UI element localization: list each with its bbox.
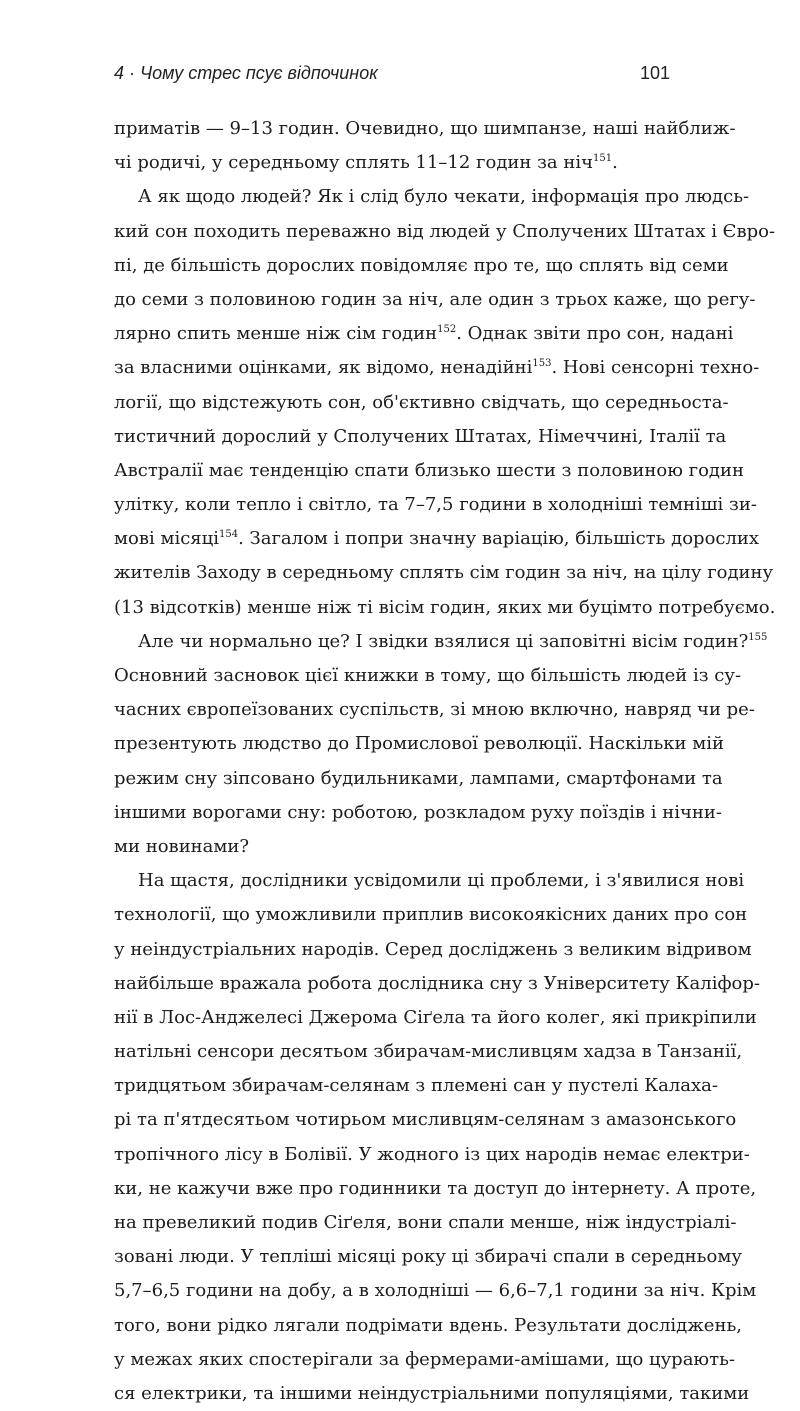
body-text	[114, 112, 776, 1411]
line-text: часних європеїзованих суспільств, зі мною включно, навряд чи ре-	[114, 699, 755, 721]
line-text: ми новинами?	[114, 835, 250, 857]
text-line	[114, 556, 774, 590]
text-line	[114, 1240, 742, 1274]
line-text: до семи з половиною годин за ніч, але один з трьох каже, що регу-	[114, 288, 756, 310]
footnote-ref: 154	[218, 529, 239, 541]
text-line	[114, 967, 760, 1001]
text-line	[114, 386, 729, 420]
line-text: А як щодо людей? Як і слід було чекати, інформація про людсь-	[138, 186, 750, 208]
line-text: технології, що уможливили приплив високоякісних даних про сон	[114, 904, 748, 926]
line-text: ки, не кажучи вже про годинники та доступ до інтернету. А проте,	[114, 1177, 757, 1199]
line-text: тистичний дорослий у Сполучених Штатах, Німеччині, Італії та	[114, 425, 727, 447]
text-line	[114, 1001, 757, 1035]
text-line	[114, 283, 756, 317]
text-line	[114, 1377, 750, 1411]
line-text: за власними оцінками, як відомо, ненадійні	[114, 357, 533, 379]
text-line	[114, 146, 686, 180]
line-text: натільні сенсори десятьом збирачам-мисливцям хадза в Танзанії,	[114, 1041, 743, 1063]
text-line	[114, 762, 723, 796]
line-text: у межах яких спостерігали за фермерами-амішами, що цурають-	[114, 1348, 735, 1370]
text-line	[114, 693, 755, 727]
text-line	[114, 522, 760, 556]
line-text: іншими ворогами сну: роботою, розкладом руху поїздів і нічни-	[114, 801, 722, 823]
running-head: 4 · Чому стрес псує відпочинок	[114, 63, 378, 83]
line-text: логії, що відстежують сон, об'єктивно свідчать, що середньоста-	[114, 391, 729, 413]
text-line	[114, 1138, 750, 1172]
line-text: чі родичі, у середньому сплять 11–12 годин за ніч	[114, 152, 594, 174]
line-text: 5,7–6,5 години на добу, а в холодніші — 6,6–7,1 години за ніч. Крім	[114, 1280, 757, 1302]
text-line	[114, 1035, 743, 1069]
text-line	[114, 1172, 757, 1206]
text-line	[114, 351, 760, 385]
text-line	[114, 112, 736, 146]
text-line	[114, 1309, 742, 1343]
text-line	[114, 625, 768, 659]
line-text: На щастя, дослідники усвідомили ці проблеми, і з'явилися нові	[138, 870, 745, 892]
text-line	[114, 591, 776, 625]
text-line	[114, 1274, 757, 1308]
text-line	[114, 420, 727, 454]
line-text: нії в Лос-Анджелесі Джерома Сіґела та його колег, які прикріпили	[114, 1006, 757, 1028]
line-text: рі та п'ятдесятьом чотирьом мисливцям-селянам з амазонського	[114, 1109, 737, 1131]
line-text: зовані люди. У тепліші місяці року ці збирачі спали в середньому	[114, 1246, 742, 1268]
line-text: (13 відсотків) менше ніж ті вісім годин, яких ми буцімто потребуємо.	[114, 596, 776, 618]
line-text: Австралії має тенденцію спати близько шести з половиною годин	[114, 459, 744, 481]
line-text: на превеликий подив Сіґеля, вони спали менше, ніж індустріалі-	[114, 1212, 737, 1233]
line-text: презентують людство до Промислової революції. Наскільки мій	[114, 733, 725, 755]
text-line	[114, 454, 744, 488]
line-text: тропічного лісу в Болівії. У жодного із цих народів немає електри-	[114, 1143, 750, 1165]
line-text: улітку, коли тепло і світло, та 7–7,5 години в холодніші темніші зи-	[114, 494, 757, 516]
line-text-after: . Нові сенсорні техно-	[551, 357, 760, 379]
text-line	[114, 898, 748, 932]
line-text: у неіндустріальних народів. Серед досліджень з великим відривом	[114, 938, 752, 960]
text-line	[114, 180, 750, 214]
text-line	[114, 933, 752, 967]
text-line	[114, 317, 734, 351]
line-text: ся електрики, та іншими неіндустріальними популяціями, такими	[114, 1382, 750, 1404]
line-text: найбільше вражала робота дослідника сну з Університету Каліфор-	[114, 972, 760, 994]
line-text: того, вони рідко лягали подрімати вдень. Результати досліджень,	[114, 1314, 742, 1336]
line-text: лярно спить менше ніж сім годин	[114, 323, 438, 345]
text-line	[114, 215, 776, 249]
text-line	[114, 1343, 735, 1377]
footnote-ref: 155	[748, 631, 768, 643]
footnote-ref: 151	[593, 153, 613, 165]
line-text-after: .	[612, 152, 618, 174]
text-line	[114, 488, 757, 522]
line-text: пі, де більшість дорослих повідомляє про те, що сплять від семи	[114, 254, 729, 276]
line-text: мові місяці	[114, 528, 219, 550]
line-text: режим сну зіпсовано будильниками, лампами, смартфонами та	[114, 767, 723, 789]
text-line	[114, 1103, 737, 1137]
footnote-ref: 153	[532, 358, 552, 370]
footnote-ref: 152	[437, 324, 457, 336]
text-line	[114, 659, 742, 693]
text-line	[114, 864, 745, 898]
text-line	[114, 1206, 737, 1240]
line-text: приматів — 9–13 годин. Очевидно, що шимпанзе, наші найближ-	[114, 118, 736, 139]
line-text: тридцятьом збирачам-селянам з племені сан у пустелі Калаха-	[114, 1075, 718, 1097]
line-text: кий сон походить переважно від людей у Сполучених Штатах і Євро-	[114, 220, 776, 242]
text-line	[114, 830, 686, 864]
line-text: Основний засновок цієї книжки в тому, що більшість людей із су-	[114, 665, 742, 686]
line-text-after: . Загалом і попри значну варіацію, більшість дорослих	[238, 528, 760, 550]
line-text-after: . Однак звіти про сон, надані	[456, 323, 734, 345]
page-number: 101	[640, 63, 671, 83]
line-text: Але чи нормально це? І звідки взялися ці заповітні вісім годин?	[138, 630, 749, 652]
text-line	[114, 1069, 718, 1103]
text-line	[114, 249, 729, 283]
text-line	[114, 796, 722, 830]
text-line	[114, 727, 725, 761]
line-text: жителів Заходу в середньому сплять сім годин за ніч, на цілу годину	[114, 562, 774, 584]
